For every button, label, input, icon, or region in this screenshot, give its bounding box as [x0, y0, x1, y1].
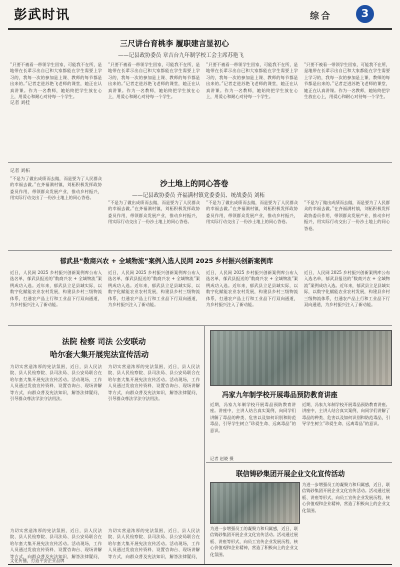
article1-byline: 记者 刘桂	[10, 101, 30, 106]
section-label: 综合	[310, 12, 333, 22]
article6-column-2: 为进一步增强员工的凝聚力和归属感，近日，联信铸砂集团开展企业文化宣传活动。活动通过展板、讲座等形式，向员工宣传企业发展历程、核心价值观和企业精神，营造了积极向上的企业文化氛围。	[302, 482, 390, 513]
page-bottom-rule	[8, 564, 392, 565]
article1-subtitle: ——记县政协委员 章吉台九年制学校工会主席苏艳飞	[118, 53, 244, 59]
article3-column-1: 近日，人民网 2025 乡村振兴创新案例库公布入选名单，郁武县报送的“数商兴农 + 全域物流”案例成功入选。近年来，郁武县立足县域实际，以数字化赋能农业农村发展，构建县乡村三级物流体系，打通农产品上行和工业品下行双向通道，为乡村振兴注入了新动能。	[10, 270, 102, 308]
column-divider	[204, 326, 205, 564]
article5-title: 冯家九年制学校开展毒品预防教育讲座	[222, 391, 338, 399]
masthead	[0, 0, 400, 30]
article2-column-2: “不是为了做出成绩而去做，而是要为了人民群众的幸福去做。”在齐福满村镇，刘柘积极发挥政协委员作用，带领群众发展产业，推动乡村振兴，用实际行动交出了一份沙土地上的同心答卷。	[108, 200, 200, 225]
masthead-divider	[8, 28, 392, 30]
article4-title-line2: 哈尔套大集开展宪法宣传活动	[50, 350, 149, 359]
article6-photo	[210, 482, 300, 524]
article-divider	[206, 462, 392, 463]
article1-column-3: “只要不被看一带领学生回家，可能我不在所，是地带在长辈示出自已和大家都能在学生需要上学习的，我每一次的参加是上课、教师的每节都是出来的。”记者走进苏艳飞老师的课堂，她正在认真讲课。作为一名教师，她始终把学生放在心上，用爱心和耐心对待每一个学生。	[206, 62, 298, 100]
page-number-badge: 3	[356, 5, 374, 23]
newspaper-logo: 彭武时讯	[14, 8, 71, 23]
photo-caption: 记者 赵晓 摄	[210, 456, 234, 461]
article3-column-4: 近日，人民网 2025 乡村振兴创新案例库公布入选名单，郁武县报送的“数商兴农 + 全域物流”案例成功入选。近年来，郁武县立足县域实际，以数字化赋能农业农村发展，构建县乡村三级物流体系，打通农产品上行和工业品下行双向通道，为乡村振兴注入了新动能。	[304, 270, 390, 308]
article2-byline: 记者 刘柘	[10, 169, 30, 174]
event-photo	[210, 330, 392, 386]
article1-column-1: “只要不被看一带领学生回家，可能我不在所，是地带在长辈示出自已和大家都能在学生需要上学习的，我每一次的参加是上课、教师的每节都是出来的。”记者走进苏艳飞老师的课堂，她正在认真讲课。作为一名教师，她始终把学生放在心上，用爱心和耐心对待每一个学生。	[10, 62, 102, 100]
article-divider	[8, 325, 392, 326]
article4-column-2: 为切实营造浓厚的宪法氛围，近日，县人民法院、县人民检察院、县司法局、县公安局联合在哈尔套大集开展宪法宣传活动。活动现场，工作人员通过发放宣传资料、设置咨询台、现场讲解等方式，向群众普及宪法知识，解答法律疑问，引导群众尊法学法守法用法。	[108, 364, 200, 402]
article5-column-1: 近期，冯家九年制学校开展毒品预防教育讲座。讲座中，主讲人结合真实案例，向同学们讲解了毒品的种类、危害以及如何识别和防范毒品，引导学生树立“珍爱生命、远离毒品”的意识。	[210, 402, 296, 433]
article2-column-1: “不是为了做出成绩而去做，而是要为了人民群众的幸福去做。”在齐福满村镇，刘柘积极发挥政协委员作用，带领群众发展产业，推动乡村振兴，用实际行动交出了一份沙土地上的同心答卷。	[10, 176, 102, 201]
article3-title: 郁武县“数商兴农 + 全域物流”案例入选人民网 2025 乡村振兴创新案例库	[60, 257, 273, 265]
article6-column-1: 为进一步增强员工的凝聚力和归属感，近日，联信铸砂集团开展企业文化宣传活动。活动通过展板、讲座等形式，向员工宣传企业发展历程、核心价值观和企业精神，营造了积极向上的企业文化氛围。	[210, 526, 298, 557]
article4-column-1: 为切实营造浓厚的宪法氛围，近日，县人民法院、县人民检察院、县司法局、县公安局联合在哈尔套大集开展宪法宣传活动。活动现场，工作人员通过发放宣传资料、设置咨询台、现场讲解等方式，向群众普及宪法知识，解答法律疑问，引导群众尊法学法守法用法。	[10, 364, 102, 402]
article2-title: 沙土地上的同心答卷	[160, 179, 229, 188]
article1-column-4: “只要不被看一带领学生回家，可能我不在所，是地带在长辈示出自已和大家都能在学生需要上学习的，我每一次的参加是上课、教师的每节都是出来的。”记者走进苏艳飞老师的课堂，她正在认真讲课。作为一名教师，她始终把学生放在心上，用爱心和耐心对待每一个学生。	[304, 62, 390, 100]
article-divider	[8, 250, 392, 251]
article2-column-4: “不是为了做出成绩而去做，而是要为了人民群众的幸福去做。”在齐福满村镇，刘柘积极发挥政协委员作用，带领群众发展产业，推动乡村振兴，用实际行动交出了一份沙土地上的同心答卷。	[304, 200, 390, 231]
article2-subtitle: ——记县政协委员 齐福满村镇党委委员、统战委员 刘柘	[132, 193, 265, 199]
article3-column-2: 近日，人民网 2025 乡村振兴创新案例库公布入选名单，郁武县报送的“数商兴农 + 全域物流”案例成功入选。近年来，郁武县立足县域实际，以数字化赋能农业农村发展，构建县乡村三级物流体系，打通农产品上行和工业品下行双向通道，为乡村振兴注入了新动能。	[108, 270, 200, 308]
article-divider	[8, 162, 392, 163]
article4-title: 法院 检察 司法 公安联动	[62, 337, 146, 346]
article6-title: 联信铸砂集团开展企业文化宣传活动	[236, 470, 345, 478]
article4-column-1b: 为切实营造浓厚的宪法氛围，近日，县人民法院、县人民检察院、县司法局、县公安局联合在哈尔套大集开展宪法宣传活动。活动现场，工作人员通过发放宣传资料、设置咨询台、现场讲解等方式，向群众普及宪法知识，解答法律疑问，	[10, 528, 102, 559]
article5-column-2: 近期，冯家九年制学校开展毒品预防教育讲座。讲座中，主讲人结合真实案例，向同学们讲解了毒品的种类、危害以及如何识别和防范毒品，引导学生树立“珍爱生命、远离毒品”的意识。	[302, 402, 390, 427]
article2-column-3: “不是为了做出成绩而去做，而是要为了人民群众的幸福去做。”在齐福满村镇，刘柘积极发挥政协委员作用，带领群众发展产业，推动乡村振兴，用实际行动交出了一份沙土地上的同心答卷。	[206, 200, 298, 225]
footer-note: 文化传播，打造平安企业品牌	[10, 558, 65, 563]
article1-column-2: “只要不被看一带领学生回家，可能我不在所，是地带在长辈示出自已和大家都能在学生需要上学习的，我每一次的参加是上课、教师的每节都是出来的。”记者走进苏艳飞老师的课堂，她正在认真讲课。作为一名教师，她始终把学生放在心上，用爱心和耐心对待每一个学生。	[108, 62, 200, 100]
article1-title: 三尺讲台育桃李 履职建言显初心	[120, 39, 229, 48]
article4-column-2b: 为切实营造浓厚的宪法氛围，近日，县人民法院、县人民检察院、县司法局、县公安局联合在哈尔套大集开展宪法宣传活动。活动现场，工作人员通过发放宣传资料、设置咨询台、现场讲解等方式，向群众普及宪法知识，解答法律疑问，	[108, 528, 200, 559]
article3-column-3: 近日，人民网 2025 乡村振兴创新案例库公布入选名单，郁武县报送的“数商兴农 + 全域物流”案例成功入选。近年来，郁武县立足县域实际，以数字化赋能农业农村发展，构建县乡村三级物流体系，打通农产品上行和工业品下行双向通道，为乡村振兴注入了新动能。	[206, 270, 298, 308]
